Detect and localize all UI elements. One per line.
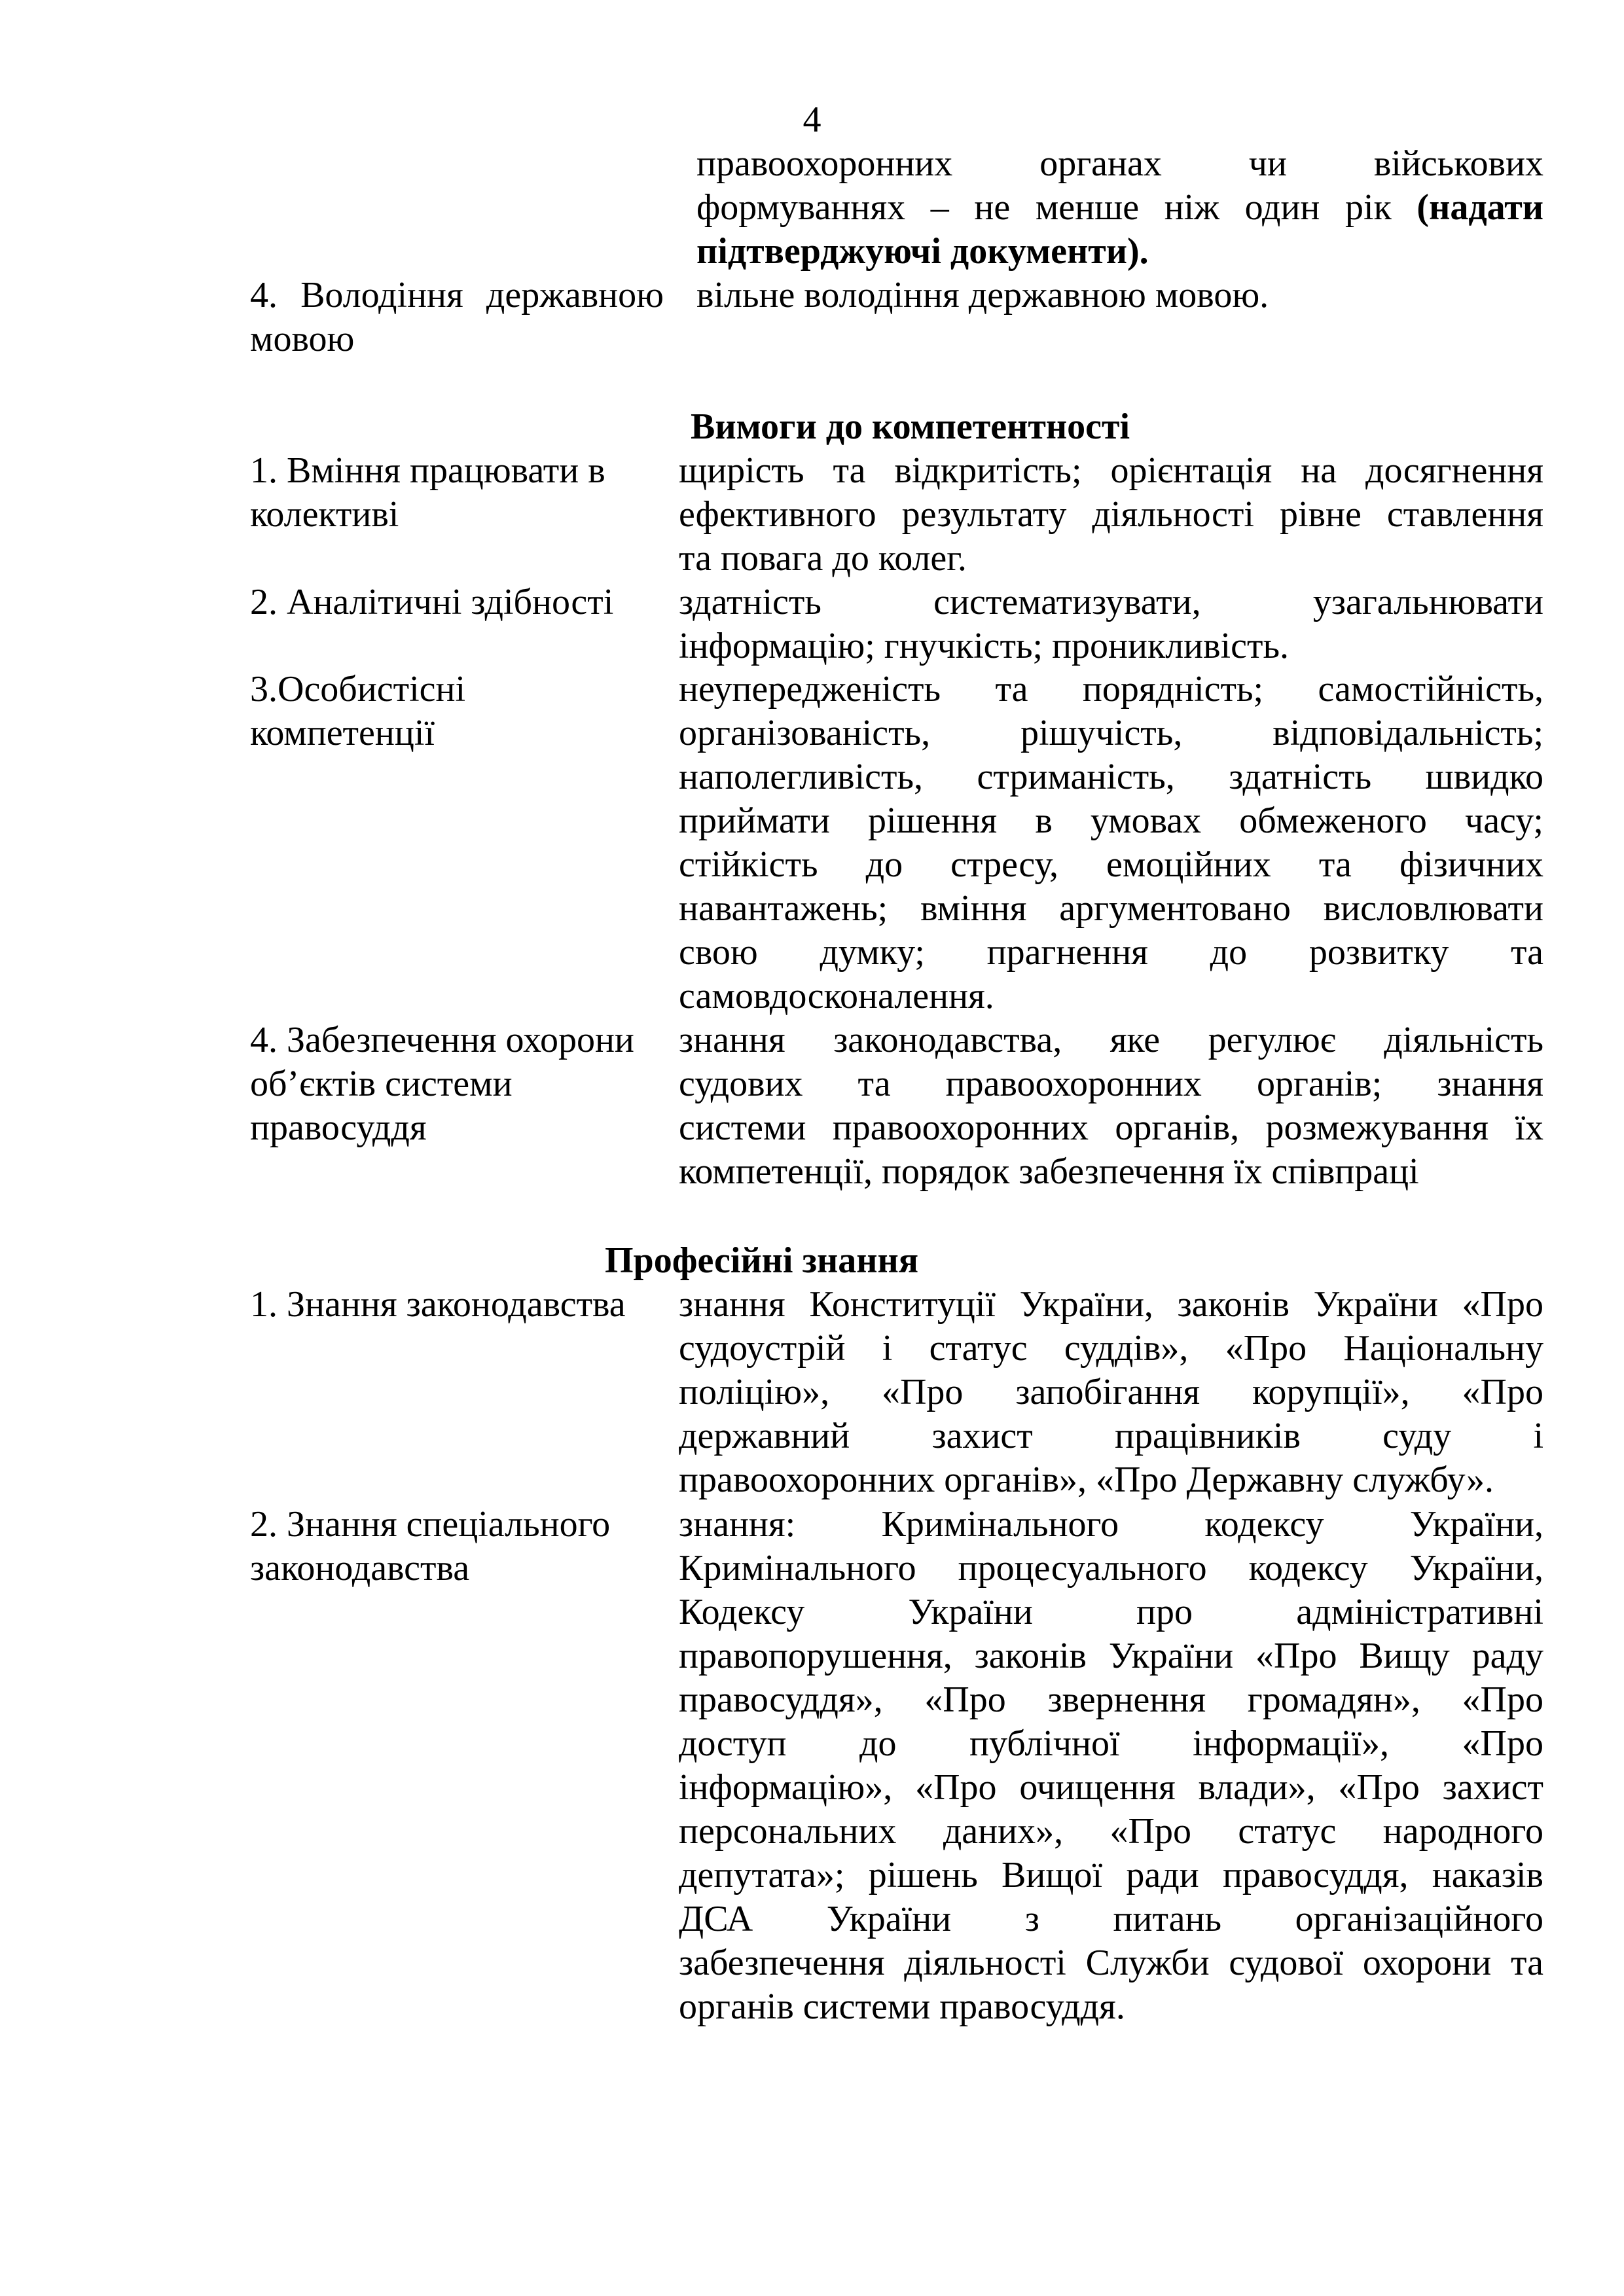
knowledge-row-1-right [679, 1283, 1543, 1502]
competence-row-4-left-line-1: 4. Забезпечення охорони [250, 1020, 634, 1060]
knowledge-row-2-right-line-9: депутата»; рішень Вищої ради правосуддя, наказів [679, 1855, 1543, 1895]
knowledge-row-2-right [679, 1503, 1543, 2029]
knowledge-row-2-right-line-11: забезпечення діяльності Служби судової охорони та [679, 1943, 1543, 1983]
knowledge-row-2-right-line-2: Кримінального процесуального кодексу України, [679, 1548, 1543, 1588]
language-left-line-1: 4. Володіння державною [250, 275, 664, 315]
competence-heading: Вимоги до компетентності [691, 406, 1130, 447]
competence-row-3-left-line-1: 3.Особистісні [250, 669, 466, 709]
competence-row-3-right-line-1: неупередженість та порядність; самостійність, [679, 669, 1543, 709]
knowledge-row-2-right-line-8: персональних даних», «Про статус народного [679, 1811, 1543, 1852]
knowledge-row-2-left-line-2: законодавства [250, 1548, 470, 1588]
competence-row-1-right-line-2: ефективного результату діяльності рівне ставлення [679, 494, 1543, 535]
knowledge-row-2-right-line-6: доступ до публічної інформації», «Про [679, 1723, 1543, 1764]
competence-row-3-right-line-6: навантажень; вміння аргументовано висловлювати [679, 888, 1543, 929]
continuation-bold-tail: (надати [1416, 187, 1543, 228]
language-right-text: вільне володіння державною мовою. [696, 275, 1269, 315]
competence-row-1-left [250, 449, 669, 537]
knowledge-row-2-left [250, 1503, 669, 1590]
competence-row-1-left-line-2: колективі [250, 494, 399, 535]
competence-row-2-right-line-2: інформацію; гнучкість; проникливість. [679, 626, 1289, 666]
competence-row-2-left [250, 581, 669, 624]
competence-row-1-right-line-3: та повага до колег. [679, 538, 967, 579]
knowledge-row-1-left [250, 1283, 669, 1327]
competence-row-3-right-line-8: самовдосконалення. [679, 976, 994, 1016]
continuation-line-2-text: формуваннях – не менше ніж один рік [696, 187, 1417, 228]
knowledge-row-2-right-line-3: Кодексу України про адміністративні [679, 1592, 1543, 1632]
knowledge-row-1-right-line-5: правоохоронних органів», «Про Державну службу». [679, 1460, 1494, 1500]
competence-row-3-right-line-7: свою думку; прагнення до розвитку та [679, 932, 1543, 973]
knowledge-row-1-left-line-1: 1. Знання законодавства [250, 1284, 626, 1325]
competence-row-3-right-line-2: організованість, рішучість, відповідальність; [679, 713, 1543, 753]
competence-row-1-right [679, 449, 1543, 581]
knowledge-row-2-right-line-10: ДСА України з питань організаційного [679, 1899, 1543, 1939]
competence-row-3-right [679, 668, 1543, 1018]
competence-row-1-left-line-1: 1. Вміння працювати в [250, 450, 605, 491]
knowledge-row-2-right-line-1: знання: Кримінального кодексу України, [679, 1504, 1543, 1545]
knowledge-row-1-right-line-4: державний захист працівників суду і [679, 1416, 1543, 1456]
competence-row-4-right [679, 1018, 1543, 1194]
competence-row-1-right-line-1: щирість та відкритість; орієнтація на досягнення [679, 450, 1543, 491]
knowledge-row-1-right-line-2: судоустрій і статус суддів», «Про Національну [679, 1328, 1543, 1369]
knowledge-row-2-left-line-1: 2. Знання спеціального [250, 1504, 611, 1545]
competence-row-4-right-line-4: компетенції, порядок забезпечення їх співпраці [679, 1151, 1419, 1192]
knowledge-row-1-right-line-3: поліцію», «Про запобігання корупції», «Про [679, 1372, 1543, 1412]
competence-row-4-left [250, 1018, 669, 1150]
competence-row-4-right-line-3: системи правоохоронних органів, розмежування їх [679, 1107, 1543, 1148]
language-row-left [250, 274, 664, 361]
page-number: 4 [803, 99, 821, 140]
knowledge-row-2-right-line-4: правопорушення, законів України «Про Вищу раду [679, 1636, 1543, 1676]
knowledge-row-2-right-line-7: інформацію», «Про очищення влади», «Про захист [679, 1767, 1543, 1808]
competence-row-2-left-line-1: 2. Аналітичні здібності [250, 582, 614, 622]
language-row-right [696, 274, 1543, 317]
competence-row-3-right-line-3: наполегливість, стриманість, здатність швидко [679, 757, 1543, 797]
competence-row-3-left-line-2: компетенції [250, 713, 435, 753]
continuation-line-1: правоохоронних органах чи військових [696, 143, 1543, 184]
competence-row-4-right-line-1: знання законодавства, яке регулює діяльність [679, 1020, 1543, 1060]
competence-row-4-left-line-3: правосуддя [250, 1107, 427, 1148]
competence-row-3-left [250, 668, 669, 755]
continuation-bold-line: підтверджуючі документи). [696, 231, 1149, 272]
top-continuation [696, 142, 1543, 274]
knowledge-heading: Професійні знання [605, 1240, 919, 1281]
language-left-line-2: мовою [250, 319, 355, 359]
competence-row-2-right [679, 581, 1543, 668]
competence-row-2-right-line-1: здатність систематизувати, узагальнювати [679, 582, 1543, 622]
competence-row-3-right-line-4: приймати рішення в умовах обмеженого часу; [679, 800, 1543, 841]
competence-row-3-right-line-5: стійкість до стресу, емоційних та фізичних [679, 844, 1543, 885]
knowledge-row-1-right-line-1: знання Конституції України, законів України «Про [679, 1284, 1543, 1325]
knowledge-row-2-right-line-12: органів системи правосуддя. [679, 1986, 1125, 2027]
knowledge-row-2-right-line-5: правосуддя», «Про звернення громадян», «Про [679, 1679, 1543, 1720]
competence-row-4-right-line-2: судових та правоохоронних органів; знання [679, 1064, 1543, 1104]
continuation-line-2 [696, 186, 1543, 230]
competence-row-4-left-line-2: об’єктів системи [250, 1064, 513, 1104]
